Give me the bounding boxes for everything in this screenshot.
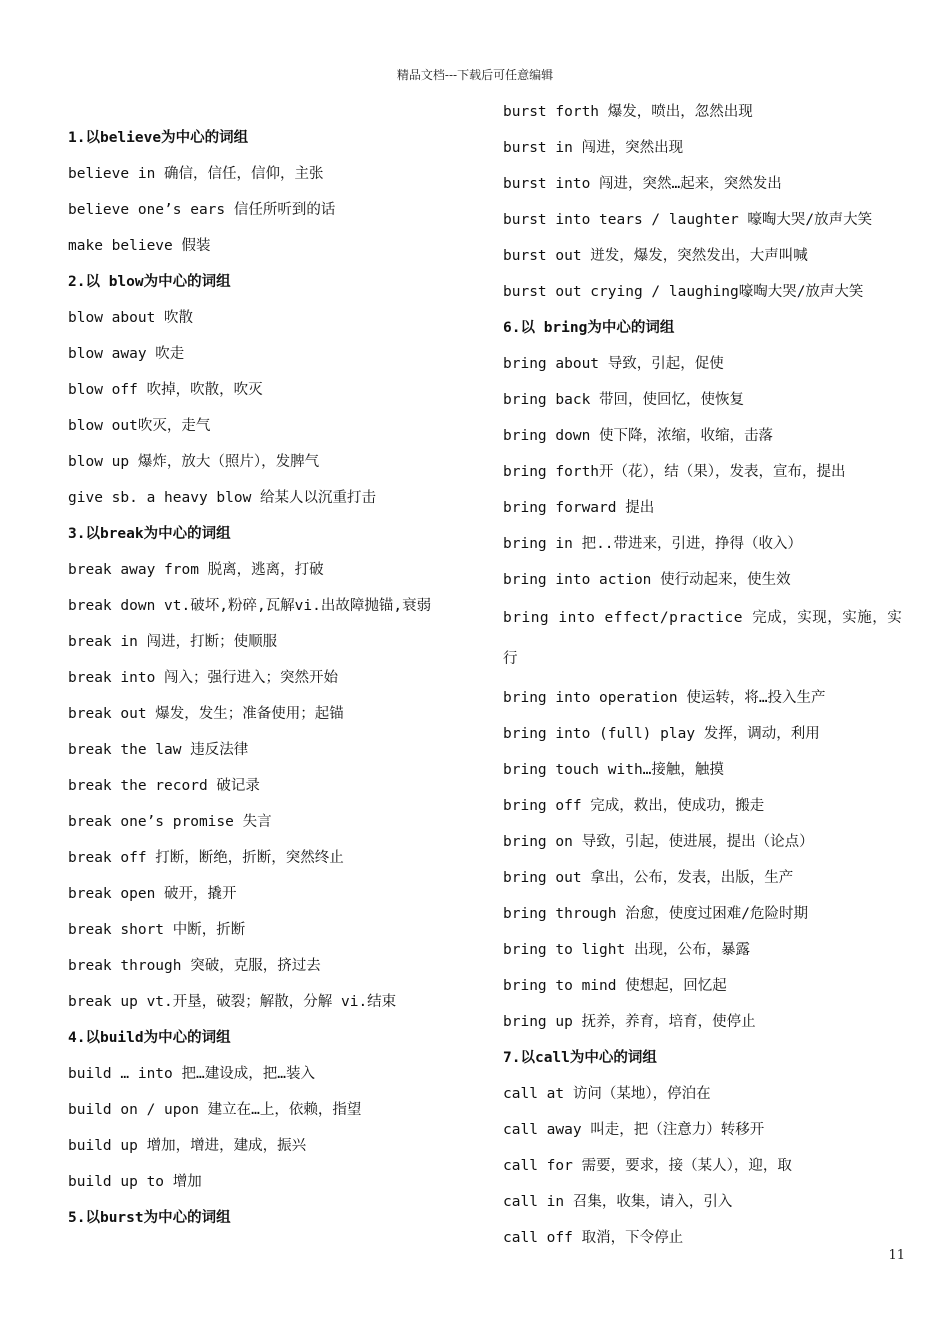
page-number: 11 — [888, 1248, 905, 1263]
phrase-entry: bring forward 提出 — [503, 500, 655, 516]
phrase-entry: burst in 闯进，突然出现 — [503, 140, 684, 156]
phrase-entry: burst out crying / laughing嚎啕大哭/放声大笑 — [503, 284, 864, 300]
section-heading: 5.以burst为中心的词组 — [68, 1210, 231, 1226]
phrase-entry: bring to mind 使想起，回忆起 — [503, 978, 727, 994]
phrase-entry: blow away 吹走 — [68, 346, 185, 362]
page-header: 精品文档---下载后可任意编辑 — [396, 68, 554, 82]
phrase-entry: burst into tears / laughter 嚎啕大哭/放声大笑 — [503, 212, 873, 228]
section-heading: 4.以build为中心的词组 — [68, 1030, 231, 1046]
phrase-entry: bring into action 使行动起来，使生效 — [503, 572, 791, 588]
phrase-entry: break up vt.开垦，破裂；解散，分解 vi.结束 — [68, 994, 397, 1010]
section-heading: 7.以call为中心的词组 — [503, 1050, 657, 1066]
phrase-entry: call for 需要，要求，接（某人），迎，取 — [503, 1158, 792, 1174]
phrase-entry: break into 闯入；强行进入；突然开始 — [68, 670, 339, 686]
phrase-entry: make believe 假装 — [68, 238, 211, 254]
phrase-entry: call away 叫走，把（注意力）转移开 — [503, 1122, 765, 1138]
phrase-entry: bring into (full) play 发挥，调动，利用 — [503, 726, 820, 742]
right-column — [503, 94, 913, 1256]
phrase-entry: build on / upon 建立在…上，依赖，指望 — [68, 1102, 362, 1118]
section-heading: 2.以 blow为中心的词组 — [68, 274, 231, 290]
phrase-entry: bring out 拿出，公布，发表，出版，生产 — [503, 870, 794, 886]
phrase-entry: believe in 确信，信任，信仰，主张 — [68, 166, 324, 182]
phrase-entry: burst forth 爆发，喷出，忽然出现 — [503, 104, 753, 120]
phrase-entry: bring to light 出现，公布，暴露 — [503, 942, 750, 958]
phrase-entry: bring off 完成，救出，使成功，搬走 — [503, 798, 765, 814]
section-heading: 6.以 bring为中心的词组 — [503, 320, 675, 336]
phrase-entry: break through 突破，克服，挤过去 — [68, 958, 321, 974]
phrase-entry: build up to 增加 — [68, 1174, 202, 1190]
phrase-entry: bring up 抚养，养育，培育，使停止 — [503, 1014, 756, 1030]
phrase-entry: break away from 脱离，逃离，打破 — [68, 562, 324, 578]
phrase-entry: bring into effect/practice 完成，实现，实施，实行 — [503, 610, 903, 667]
phrase-entry: build up 增加，增进，建成，振兴 — [68, 1138, 307, 1154]
phrase-entry: break out 爆发，发生；准备使用；起锚 — [68, 706, 344, 722]
phrase-entry: blow off 吹掉，吹散，吹灭 — [68, 382, 263, 398]
phrase-entry: break the record 破记录 — [68, 778, 260, 794]
phrase-entry: break one’s promise 失言 — [68, 814, 272, 830]
phrase-entry: bring in 把..带进来，引进，挣得（收入） — [503, 536, 803, 552]
phrase-entry: break open 破开，撬开 — [68, 886, 237, 902]
left-column — [68, 120, 478, 1236]
phrase-entry: break the law 违反法律 — [68, 742, 249, 758]
phrase-entry: break short 中断，折断 — [68, 922, 246, 938]
phrase-entry: call off 取消，下令停止 — [503, 1230, 684, 1246]
phrase-entry: burst into 闯进，突然…起来，突然发出 — [503, 176, 782, 192]
phrase-entry: bring touch with…接触，触摸 — [503, 762, 724, 778]
section-heading: 1.以believe为中心的词组 — [68, 130, 249, 146]
phrase-entry: give sb. a heavy blow 给某人以沉重打击 — [68, 490, 377, 506]
phrase-entry: believe one’s ears 信任所听到的话 — [68, 202, 336, 218]
phrase-entry: bring about 导致，引起，促使 — [503, 356, 724, 372]
phrase-entry: call in 召集，收集，请入，引入 — [503, 1194, 733, 1210]
phrase-entry: break in 闯进，打断；使顺服 — [68, 634, 278, 650]
phrase-entry: break off 打断，断绝，折断，突然终止 — [68, 850, 344, 866]
section-heading: 3.以break为中心的词组 — [68, 526, 231, 542]
phrase-entry: bring through 治愈，使度过困难/危险时期 — [503, 906, 808, 922]
phrase-entry: blow up 爆炸，放大（照片），发脾气 — [68, 454, 320, 470]
phrase-entry: bring into operation 使运转，将…投入生产 — [503, 690, 826, 706]
phrase-entry: burst out 迸发，爆发，突然发出，大声叫喊 — [503, 248, 808, 264]
phrase-entry: blow out吹灭，走气 — [68, 418, 211, 434]
phrase-entry: bring back 带回，使回忆，使恢复 — [503, 392, 745, 408]
phrase-entry: bring down 使下降，浓缩，收缩，击落 — [503, 428, 774, 444]
phrase-entry: call at 访问（某地），停泊在 — [503, 1086, 711, 1102]
phrase-entry: bring forth开（花），结（果），发表，宣布，提出 — [503, 464, 846, 480]
phrase-entry: blow about 吹散 — [68, 310, 194, 326]
phrase-entry: break down vt.破坏,粉碎,瓦解vi.出故障抛锚,衰弱 — [68, 598, 432, 614]
phrase-entry: build … into 把…建设成，把…装入 — [68, 1066, 315, 1082]
phrase-entry: bring on 导致，引起，使进展，提出（论点） — [503, 834, 814, 850]
